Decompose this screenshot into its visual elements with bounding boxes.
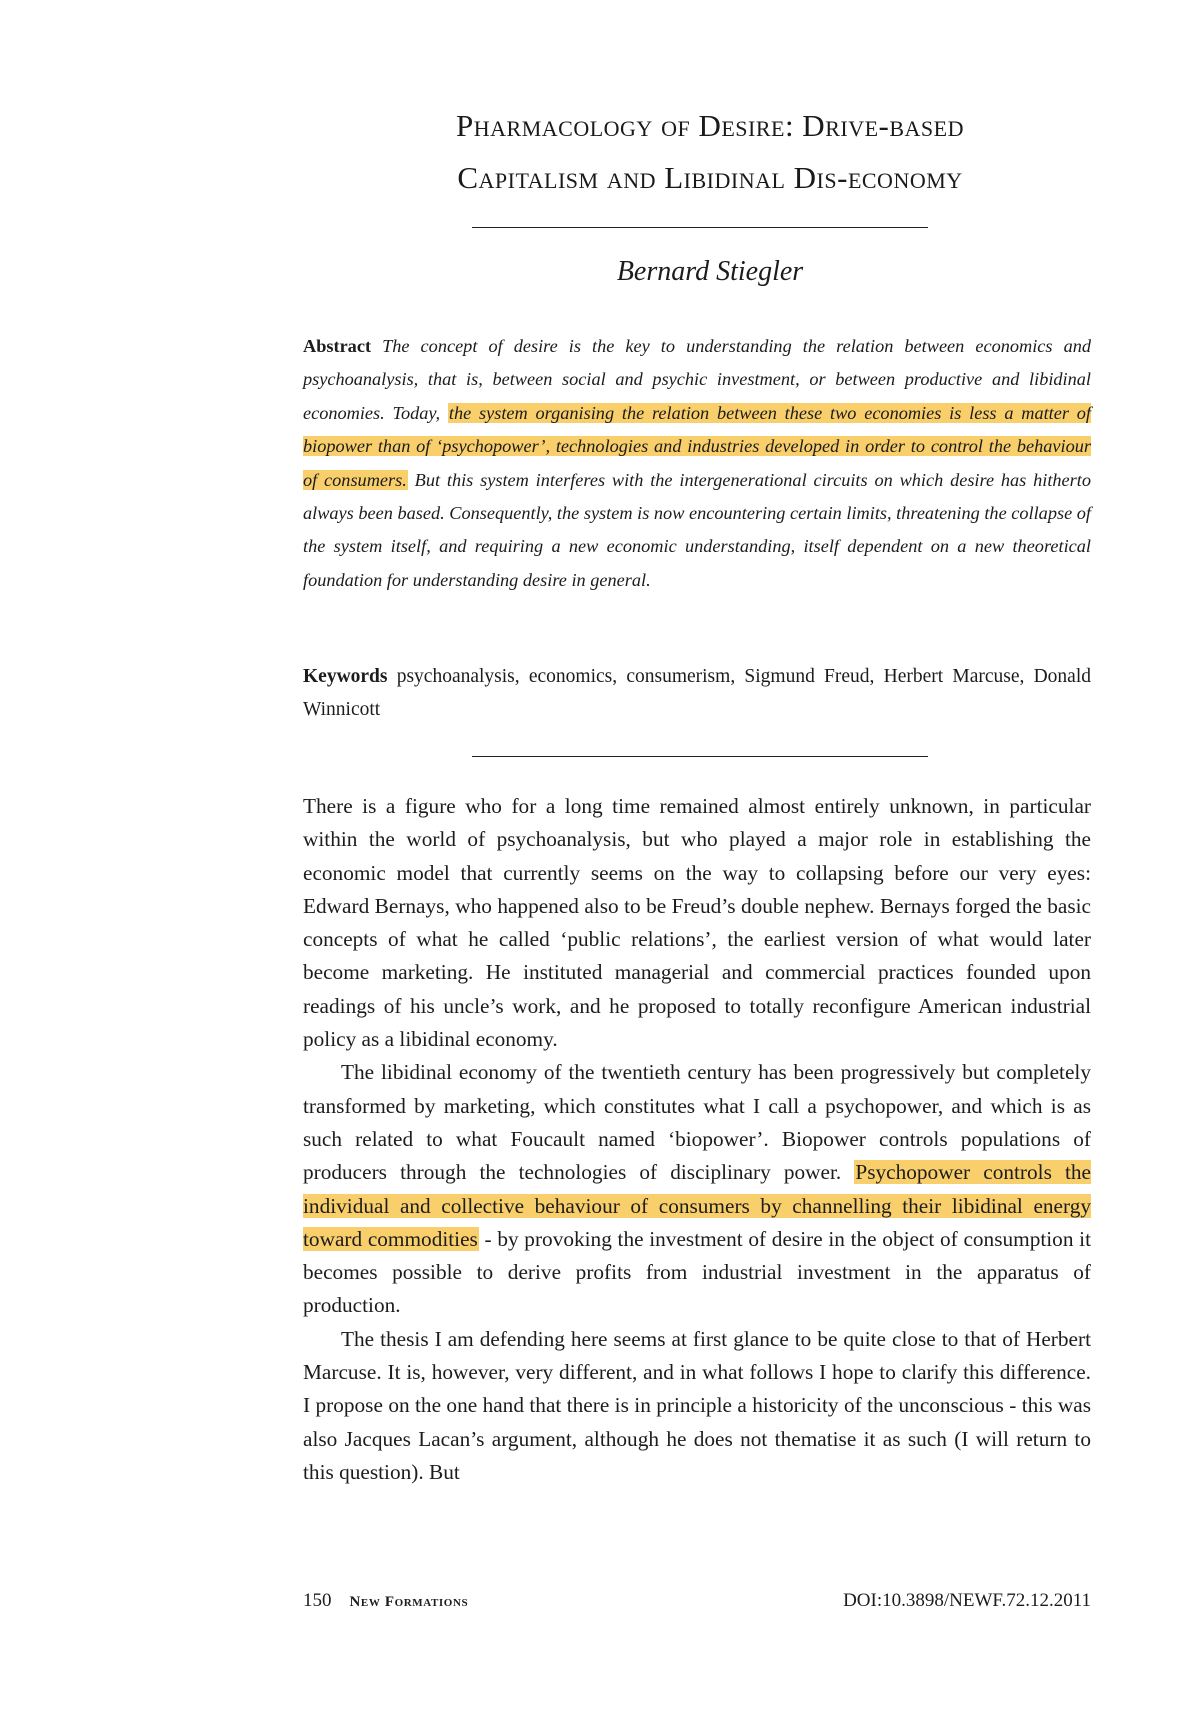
paragraph-1: There is a figure who for a long time remained almost entirely unknown, in particular within the world of psychoanalysis, but who played a major role in establishing the economic model that currently seems on the way to collapsing before our very eyes: Edward Bernays, who happened also to be Freud’s double nephew. Bernays forged the basic concepts of what he called ‘public relations’, the earliest version of what would later become marketing. He instituted managerial and commercial practices founded upon readings of his uncle’s work, and he proposed to totally reconfigure American industrial policy as a libidinal economy. [303,794,1091,1052]
paragraph-2-start: The libidinal economy of the twentieth century has been progressively but completely transformed by marketing, which constitutes what I call a psychopower, and which is as such related to what Foucault named ‘biopower’. Biopower controls populations of producers through the technologies of disciplinary power. [303,1060,1091,1185]
title-line-2: Capitalism and Libidinal Dis-economy [457,160,963,195]
abstract-label: Abstract [303,336,372,356]
body-text [303,790,1091,1489]
doi-label[interactable]: DOI:10.3898/NEWF.72.12.2011 [843,1590,1091,1611]
paragraph-2-highlight[interactable]: Psychopower controls the individual and collective behaviour of consumers by channelling their libidinal energy toward commodities [303,1160,1091,1251]
paragraph-2 [303,1056,1091,1322]
paragraph-3: The thesis I am defending here seems at first glance to be quite close to that of Herbert Marcuse. It is, however, very different, and in what follows I hope to clarify this difference. I propose on the one hand that there is in principle a historicity of the unconscious - this was also Jacques Lacan’s argument, although he does not thematise it as such (I will return to this question). But [303,1326,1091,1484]
abstract-text-start: The concept of desire is the key to understanding the relation between economics and psychoanalysis, that is, between social and psychic investment, or between productive and libidinal economies. Today, [303,336,1091,423]
page-number: 150 [303,1590,332,1611]
abstract-highlight[interactable]: the system organising the relation between these two economies is less a matter of biopower than of ‘psychopower’, technologies and industries developed in order to control the behaviour of consumers. [303,402,1091,490]
keywords-divider [472,756,928,757]
journal-name: New Formations [349,1594,469,1610]
keywords-text: psychoanalysis, economics, consumerism, Sigmund Freud, Herbert Marcuse, Donald Winnicott [303,666,1091,720]
article-title [320,100,1100,204]
author-name: Bernard Stiegler [616,256,804,287]
paragraph-2-end: - by provoking the investment of desire in the object of consumption it becomes possible to derive profits from industrial investment in the apparatus of production. [303,1226,1091,1318]
keywords-block [303,660,1091,726]
page-footer [303,1590,1091,1612]
keywords-label: Keywords [303,666,388,687]
abstract-text-end: But this system interferes with the intergenerational circuits on which desire has hitherto always been based. Consequently, the system is now encountering certain limits, threatening the collapse of the system itself, and requiring a new economic understanding, itself dependent on a new theoretical foundation for understanding desire in general. [303,469,1092,590]
abstract-block [303,330,1091,597]
footer-left [303,1590,468,1612]
title-line-1: Pharmacology of Desire: Drive-based [456,108,964,143]
title-divider [472,227,928,228]
